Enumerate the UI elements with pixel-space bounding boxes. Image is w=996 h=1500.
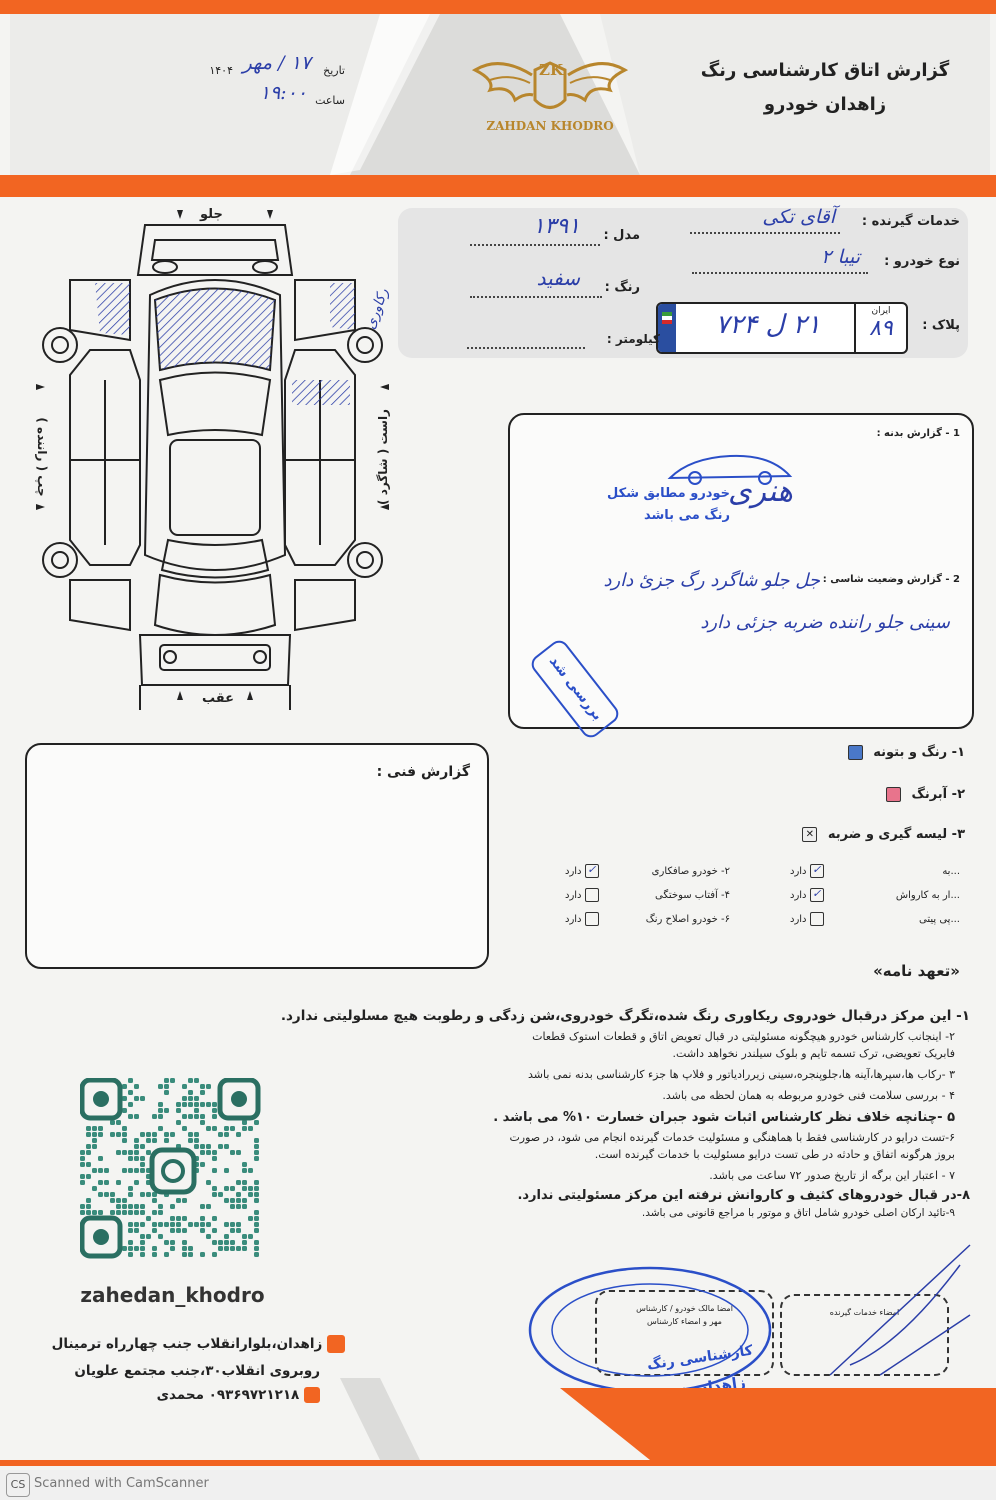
time-field [215, 82, 345, 112]
plate-label: پلاک : [922, 318, 960, 333]
check-left-3[interactable]: دارد [565, 912, 599, 926]
chassis-note-line2: سینی جلو راننده ضربه جزئی دارد [700, 612, 950, 633]
model-row [470, 214, 640, 246]
check-left-2[interactable]: دارد [565, 888, 599, 902]
checklist-right-2: ...ار به کارواش [895, 890, 960, 901]
rear-right-fender [295, 580, 355, 630]
legend-swatch-3: ✕ [802, 827, 817, 842]
model-line [470, 244, 600, 246]
term-6b: بروز هرگونه اتفاق و حادثه در طی تست درایو مسئولیت با خدمات گیرنده است. [594, 1148, 955, 1161]
qr-code-icon [80, 1078, 266, 1268]
wheel-rr [348, 543, 382, 577]
color-line [470, 296, 602, 298]
scanner-watermark [0, 1470, 996, 1500]
checklist-left-1: ۲- خودرو صافکاری [651, 866, 730, 877]
trunk [155, 575, 275, 635]
car-diagram [30, 205, 395, 720]
label-rear: عقب [202, 691, 234, 706]
service-recipient-label: خدمات گیرنده : [861, 214, 960, 229]
expert-signature-label: امضا مالک خودرو / کارشناس [636, 1304, 733, 1313]
customer-signature-scribble [820, 1225, 980, 1385]
date-label: تاریخ [323, 64, 345, 77]
wheel-fl [43, 328, 77, 362]
page-subtitle: زاهدان خودرو [763, 94, 887, 115]
plate-row [660, 302, 960, 354]
company-logo [470, 45, 630, 140]
km-row [465, 322, 660, 352]
right-door-mark [292, 380, 350, 405]
term-2b: فابریک تعویضی، ترک تسمه تایم و بلوک سیلندر نخواهد داشت. [672, 1047, 955, 1060]
address-line1: زاهدان،بلوارانقلاب جنب چهارراه ترمینال [20, 1335, 345, 1353]
address-line2: روبروی انقلاب۳۰،جنب مجتمع علویان [74, 1363, 320, 1379]
wheel-fr [348, 328, 382, 362]
date-value: ۱۷ / مهر [242, 52, 311, 74]
legend-swatch-1 [848, 745, 863, 760]
service-recipient-row [690, 206, 960, 238]
rear-bumper-view [140, 635, 290, 685]
legend [740, 745, 965, 855]
logo-monogram: ZK [539, 61, 563, 79]
checklist [560, 860, 960, 940]
car-type-value: تیبا ۲ [821, 246, 860, 268]
front-bumper-view [138, 225, 292, 275]
plate-region-box [854, 304, 906, 352]
customer-signature-label: امضاء خدمات گیرنده [829, 1308, 900, 1317]
plate-flag-icon [658, 304, 676, 352]
date-field [195, 52, 345, 82]
checklist-left-3: ۶- خودرو اصلاح رنگ [645, 914, 730, 925]
plate-region-value: ۸۹ [869, 316, 893, 341]
check-right-1[interactable]: دارد ✓ [790, 864, 824, 878]
term-6: ۶-تست درایو در کارشناسی فقط با هماهنگی و مسئولیت خدمات گیرنده انجام می شود، در صورت [509, 1131, 955, 1144]
date-year: ۱۴۰۴ [209, 64, 233, 77]
diagram-annotation: رکاوری [362, 286, 392, 332]
license-plate [656, 302, 908, 354]
technical-report-title: گزارش فنی : [376, 764, 470, 780]
check-right-3[interactable]: دارد [790, 912, 824, 926]
term-1: ۱- این مرکز درقبال خودروی ریکاوری رنگ شده،تگرگ خودروی،شن زدگی و رطوبت هیچ مسلولیتی ندارد. [280, 1008, 970, 1024]
model-value: ۱۳۹۱ [532, 214, 580, 239]
term-9: ۹-تائید ارکان اصلی خودرو شامل اتاق و موتور با مراجع قانونی می باشد. [641, 1207, 955, 1219]
front-left-fender-mark [95, 283, 130, 335]
color-row [470, 266, 640, 298]
term-2: ۲- اینجانب کارشناس خودرو هیچگونه مسئولیتی در قبال تعویض اتاق و قطعات استوک قطعات [532, 1030, 955, 1043]
chassis-report-title: 2 - گزارش وضعیت شاسی : [822, 574, 960, 585]
body-report-stamp-line1: خودرو مطابق شکل [607, 486, 730, 501]
car-diagram-svg [30, 205, 395, 720]
label-left-side: چپ ( راننده ) [35, 417, 49, 497]
phone-line: ۰۹۳۶۹۷۲۱۲۱۸ محمدی [20, 1387, 345, 1403]
term-4: ۴ - بررسی سلامت فنی خودرو مربوطه به همان لحظه می باشد. [662, 1089, 955, 1102]
chassis-note-line1: جل جلو شاگرد رگ جزئ دارد [603, 570, 820, 591]
rear-left-fender [70, 580, 130, 630]
wheel-rl [43, 543, 77, 577]
terms-title: «تعهد نامه» [873, 962, 960, 980]
front-right-fender-mark [330, 283, 355, 330]
label-front: جلو [200, 207, 223, 222]
color-label: رنگ : [604, 280, 640, 295]
windshield [160, 373, 270, 436]
checklist-right-3: ...پی پیتی [919, 914, 960, 925]
checked-stamp-text: بررسی شد [545, 653, 606, 724]
plate-number: ۲۱ ل ۷۲۴ [715, 310, 821, 340]
page-title: گزارش اتاق کارشناسی رنگ [700, 60, 950, 81]
legend-item-1: ۱- رنگ و بتونه [848, 745, 965, 760]
term-3: ۳ -رکاب ها،سپرها،آینه ها،جلوپنجره،سینی زیررادیاتور و فلاپ ها جزء کارشناسی بدنه نمی باشد [528, 1068, 955, 1081]
color-value: سفید [536, 266, 580, 290]
check-left-1[interactable]: دارد ✓ [565, 864, 599, 878]
camscanner-text: Scanned with CamScanner [34, 1476, 209, 1491]
term-7: ۷ - اعتبار این برگه از تاریخ صدور ۷۲ ساعت می باشد. [709, 1169, 955, 1182]
service-recipient-value: آقای تکی [762, 206, 835, 228]
expert-signature-label2: مهر و امضاء کارشناس [647, 1317, 722, 1326]
legend-item-3: ۳- لیسه گیری و ضربه ✕ [802, 827, 965, 842]
car-type-label: نوع خودرو : [884, 254, 960, 269]
model-label: مدل : [603, 228, 640, 243]
label-right-side: راست ( شاگرد ) [376, 409, 390, 505]
checklist-right-1: ...به [942, 866, 960, 877]
time-value: ۱۹:۰۰ [259, 82, 307, 104]
location-pin-icon [327, 1335, 345, 1353]
checklist-left-2: ۴- آفتاب سوختگی [655, 890, 730, 901]
legend-swatch-2 [886, 787, 901, 802]
check-right-2[interactable]: دارد ✓ [790, 888, 824, 902]
body-report-logo-text: هنری [728, 474, 793, 509]
car-type-row [690, 246, 960, 278]
roof [170, 440, 260, 535]
time-label: ساعت [315, 94, 345, 107]
camscanner-logo: CS [6, 1473, 30, 1497]
logo-text: ZAHDAN KHODRO [486, 119, 614, 133]
legend-item-2: ۲- آبرنگ [886, 787, 965, 802]
car-type-line [692, 272, 868, 274]
rear-window [162, 540, 268, 578]
term-5: ۵ -چنانچه خلاف نظر کارشناس اثبات شود جبران خسارت ۱۰% می باشد . [493, 1110, 955, 1125]
service-recipient-line [690, 232, 840, 234]
body-report-title: 1 - گزارش بدنه : [876, 428, 960, 439]
terms-list [200, 1008, 970, 1219]
km-label: کیلومتر : [606, 332, 660, 346]
hood-repaint-mark [155, 289, 275, 371]
term-8: ۸-در قبال خودروهای کثیف و کاروانش نرفته این مرکز مسئولیتی ندارد. [517, 1188, 970, 1203]
company-stamp-line1: کارشناسی رنگ [646, 1342, 754, 1374]
body-report-stamp-line2: رنگ می باشد [644, 508, 730, 523]
instagram-qr-code [80, 1078, 266, 1268]
body-report-stamp [580, 448, 840, 538]
plate-region-label: ایران [871, 306, 891, 316]
instagram-handle: zahedan_khodro [80, 1283, 265, 1307]
km-line [467, 347, 585, 349]
